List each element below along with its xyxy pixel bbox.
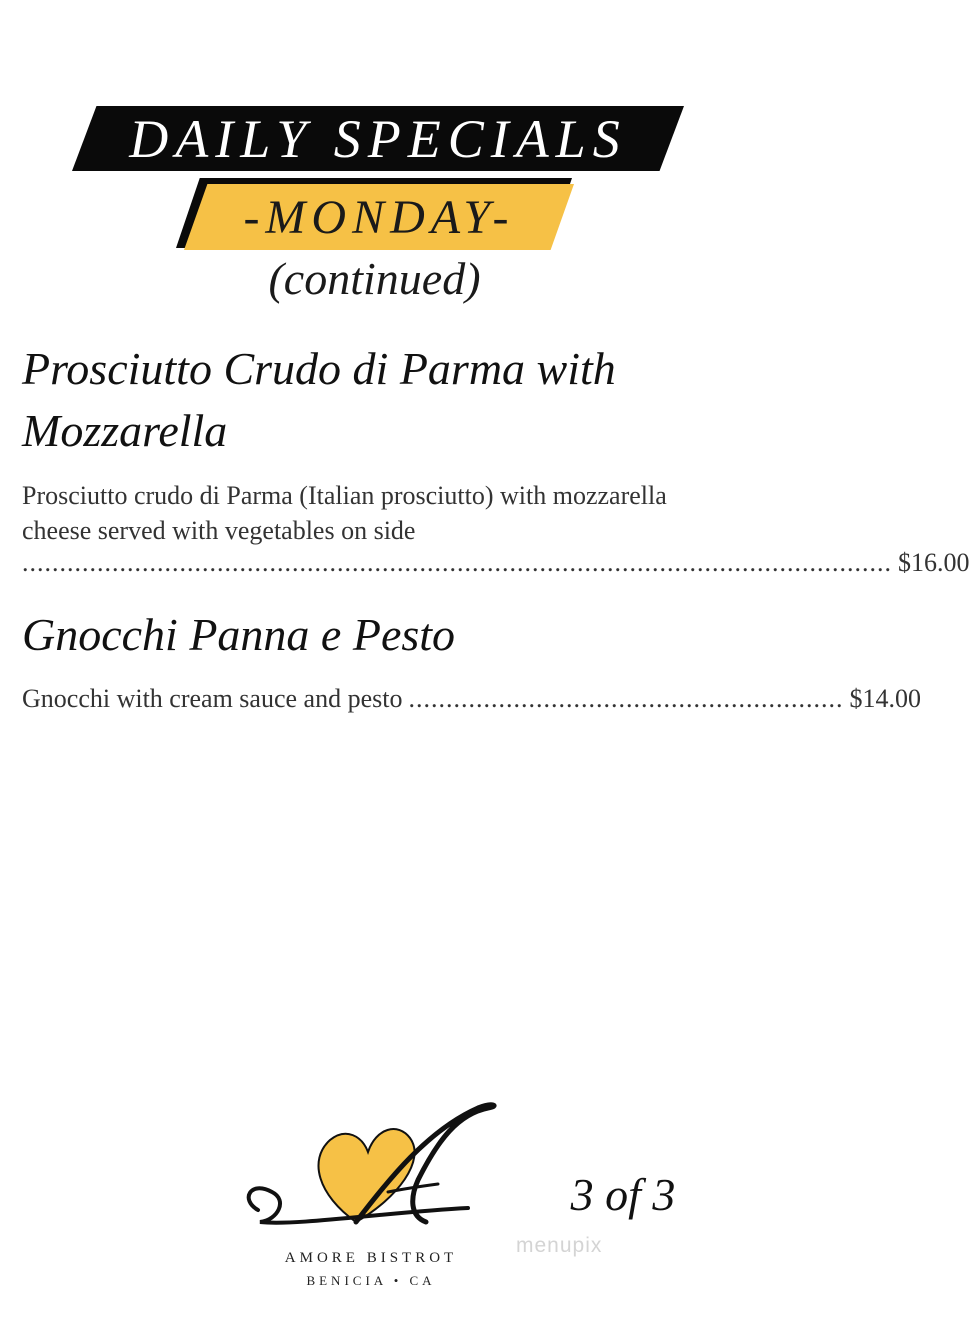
continued-label: (continued) bbox=[268, 253, 481, 304]
leader-dots: .................................................................................................................... bbox=[22, 548, 892, 577]
watermark: menupix bbox=[516, 1234, 603, 1257]
brand-name: AMORE BISTROT bbox=[284, 1250, 458, 1266]
day-label: -MONDAY- bbox=[243, 190, 515, 244]
menu-item-price: $14.00 bbox=[849, 684, 921, 713]
page-indicator: 3 of 3 bbox=[570, 1169, 676, 1220]
page-title: DAILY SPECIALS bbox=[129, 108, 627, 169]
menu-item-price-line bbox=[22, 548, 970, 584]
menu-item-title: Prosciutto Crudo di Parma with Mozzarella bbox=[22, 343, 616, 456]
brand-location: BENICIA • CA bbox=[306, 1273, 436, 1288]
menu-item-price: $16.00 bbox=[898, 548, 970, 577]
menu-item-description: Gnocchi with cream sauce and pesto bbox=[22, 684, 403, 713]
menu-item-price-line bbox=[22, 684, 921, 720]
amore-bistrot-logo bbox=[238, 1100, 504, 1240]
menu-item-description: Prosciutto crudo di Parma (Italian prosciutto) with mozzarella cheese served with vegetables on side bbox=[22, 481, 667, 545]
menu-item-title: Gnocchi Panna e Pesto bbox=[22, 609, 456, 660]
leader-dots: .......................................................... bbox=[408, 684, 844, 713]
